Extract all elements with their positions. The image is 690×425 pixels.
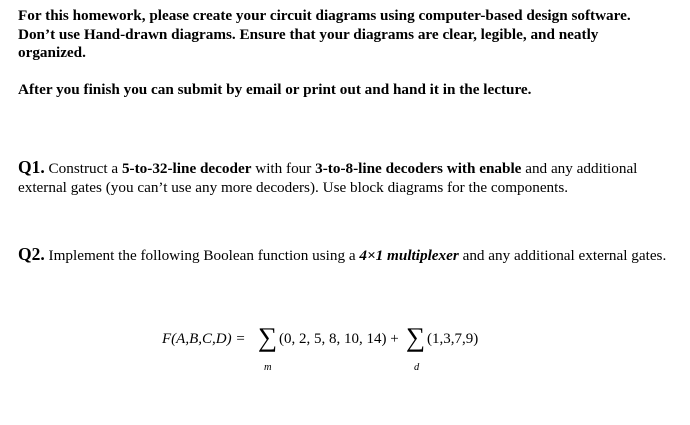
equation-minterms: (0, 2, 5, 8, 10, 14) + bbox=[279, 331, 399, 347]
equation-dontcares: (1,3,7,9) bbox=[427, 331, 479, 347]
equation-minterms-subscript: m bbox=[264, 362, 272, 373]
question-2 bbox=[18, 245, 668, 266]
intro-text: For this homework, please create your circuit diagrams using computer-based design software. Don’t use Hand-drawn diagrams. Ensure that your diagrams are clear, legible, and neatly organized. bbox=[18, 7, 631, 61]
question-1-decoder-main: 5-to-32-line decoder bbox=[121, 160, 252, 177]
question-1-decoder-sub: 3-to-8-line decoders with enable bbox=[315, 160, 522, 177]
equation-lhs: F(A,B,C,D) = bbox=[162, 331, 246, 347]
question-1-pre: Construct a bbox=[44, 160, 122, 177]
question-1-label: Q1. bbox=[18, 157, 45, 177]
sigma-dontcares-icon: ∑ bbox=[406, 322, 426, 352]
question-2-label: Q2. bbox=[18, 244, 45, 264]
submission-text: After you finish you can submit by email or print out and hand it in the lecture. bbox=[18, 81, 532, 98]
sigma-minterms-icon: ∑ bbox=[258, 322, 278, 352]
question-2-pre: Implement the following Boolean function using a bbox=[44, 247, 360, 264]
equation-dontcares-subscript: d bbox=[414, 362, 420, 373]
question-1-mid: with four bbox=[251, 160, 316, 177]
question-2-post: and any additional external gates. bbox=[458, 247, 667, 264]
question-1 bbox=[18, 158, 668, 197]
question-2-mux: 4×1 multiplexer bbox=[359, 247, 459, 264]
question-1-post: and any additional external gates (you can’t use any more decoders). Use block diagrams for the components. bbox=[18, 160, 638, 196]
boolean-equation bbox=[162, 322, 582, 381]
submission-paragraph bbox=[18, 81, 668, 100]
intro-paragraph bbox=[18, 7, 668, 63]
